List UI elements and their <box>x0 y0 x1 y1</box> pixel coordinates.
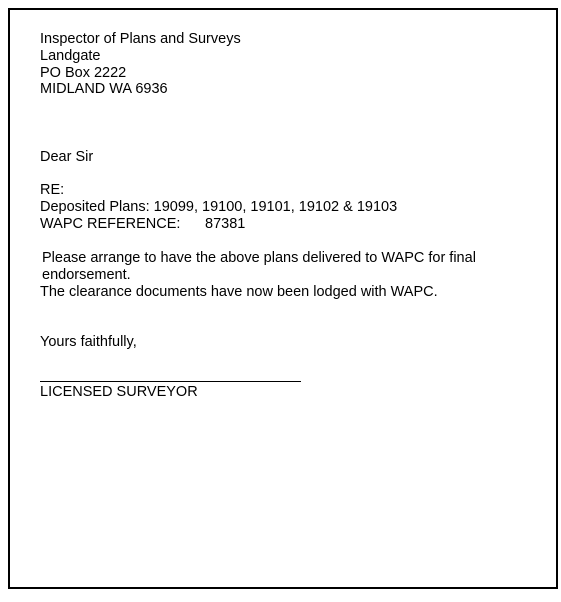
address-line-4: MIDLAND WA 6936 <box>40 81 168 97</box>
wapc-reference-row <box>40 216 340 233</box>
body-line-1: Please arrange to have the above plans delivered to WAPC for final <box>42 250 476 266</box>
signature-title: LICENSED SURVEYOR <box>40 384 198 400</box>
signature-line <box>40 381 301 382</box>
address-line-3: PO Box 2222 <box>40 65 127 81</box>
wapc-reference-value: 87381 <box>205 216 246 232</box>
salutation: Dear Sir <box>40 149 94 165</box>
address-line-2: Landgate <box>40 48 101 64</box>
closing: Yours faithfully, <box>40 334 137 350</box>
body-line-3: The clearance documents have now been lodged with WAPC. <box>40 284 438 300</box>
deposited-plans: Deposited Plans: 19099, 19100, 19101, 19102 & 19103 <box>40 199 398 215</box>
re-label: RE: <box>40 182 65 198</box>
address-line-1: Inspector of Plans and Surveys <box>40 31 241 47</box>
wapc-reference-label: WAPC REFERENCE: <box>40 216 181 232</box>
body-line-2: endorsement. <box>42 267 131 283</box>
